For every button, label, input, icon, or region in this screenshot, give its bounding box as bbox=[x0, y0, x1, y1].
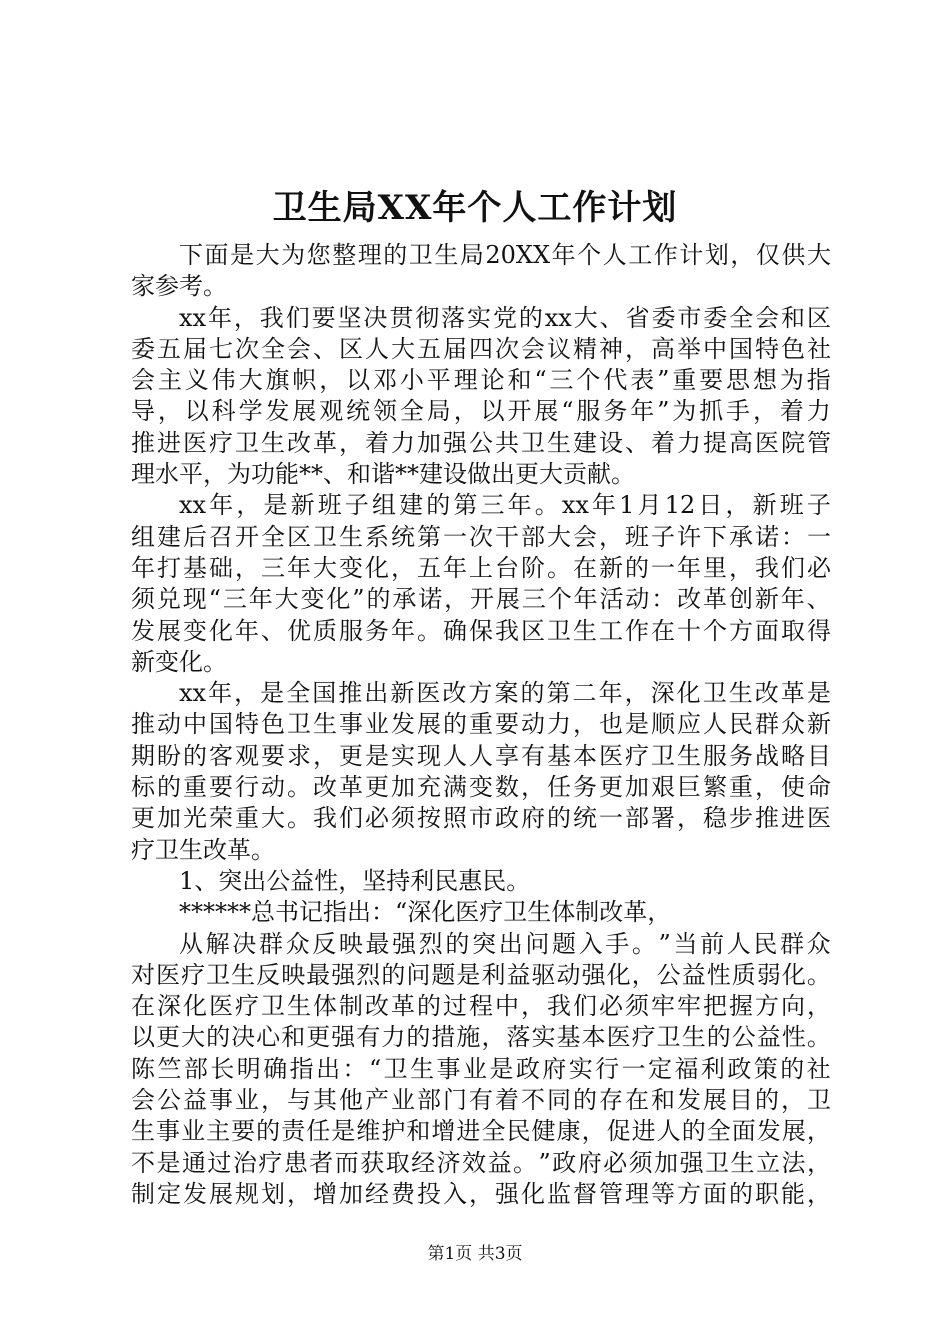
text-line: 制 定 发 展 规 划 ， 增 加 经 费 投 入 ， 强 化 监 督 管 理 等 方 面 的 职 能 ， bbox=[131, 1179, 831, 1208]
text-line: 须 兑 现 “ 三 年 大 变 化 ” 的 承 诺 ， 开 展 三 个 年 活 动 ： 改 革 创 新 年 、 bbox=[131, 585, 831, 614]
document-body bbox=[131, 240, 831, 1210]
text-line: 新 变 化 。 bbox=[131, 647, 227, 676]
text-line: 从 解 决 群 众 反 映 最 强 烈 的 突 出 问 题 入 手 。 ” 当 前 人 民 群 众 bbox=[179, 929, 831, 958]
text-line: xx 年 ， 是 新 班 子 组 建 的 第 三 年 。 xx 年 1 月 12 日 ， 新 班 子 bbox=[179, 491, 831, 520]
text-line: xx 年 ， 是 全 国 推 出 新 医 改 方 案 的 第 二 年 ， 深 化 卫 生 改 革 是 bbox=[179, 679, 831, 708]
text-line: 标 的 重 要 行 动 。 改 革 更 加 充 满 变 数 ， 任 务 更 加 艰 巨 繁 重 ， 使 命 bbox=[131, 773, 831, 802]
text-line: 家 参 考 。 bbox=[131, 272, 227, 301]
text-line: 1 、 突 出 公 益 性 ， 坚 持 利 民 惠 民 。 bbox=[179, 866, 531, 895]
text-line: 期 盼 的 客 观 要 求 ， 更 是 实 现 人 人 享 有 基 本 医 疗 卫 生 服 务 战 略 目 bbox=[131, 741, 831, 770]
text-line: 疗 卫 生 改 革 。 bbox=[131, 835, 275, 864]
text-line: 组 建 后 召 开 全 区 卫 生 系 统 第 一 次 干 部 大 会 ， 班 子 许 下 承 诺 ： 一 bbox=[131, 522, 831, 551]
text-line: 导 ， 以 科 学 发 展 观 统 领 全 局 ， 以 开 展 “ 服 务 年 ” 为 抓 手 ， 着 力 bbox=[131, 397, 831, 426]
text-line: 对 医 疗 卫 生 反 映 最 强 烈 的 问 题 是 利 益 驱 动 强 化 ， 公 益 性 质 弱 化 。 bbox=[131, 960, 831, 989]
text-line: 发 展 变 化 年 、 优 质 服 务 年 。 确 保 我 区 卫 生 工 作 在 十 个 方 面 取 得 bbox=[131, 616, 831, 645]
text-line: 不 是 通 过 治 疗 患 者 而 获 取 经 济 效 益 。 ” 政 府 必 须 加 强 卫 生 立 法 ， bbox=[131, 1148, 831, 1177]
text-line: 推 动 中 国 特 色 卫 生 事 业 发 展 的 重 要 动 力 ， 也 是 顺 应 人 民 群 众 新 bbox=[131, 710, 831, 739]
text-line: 陈 竺 部 长 明 确 指 出 ： “ 卫 生 事 业 是 政 府 实 行 一 定 福 利 政 策 的 社 bbox=[131, 1054, 831, 1083]
text-line: 会 主 义 伟 大 旗 帜 ， 以 邓 小 平 理 论 和 “ 三 个 代 表 ” 重 要 思 想 为 指 bbox=[131, 366, 831, 395]
text-line: xx 年 ， 我 们 要 坚 决 贯 彻 落 实 党 的 xx 大 、 省 委 市 委 全 会 和 区 bbox=[179, 303, 831, 332]
text-line: 理 水 平 ， 为 功 能 ** 、 和 谐 ** 建 设 做 出 更 大 贡 献 。 bbox=[131, 460, 635, 489]
text-line: 生 事 业 主 要 的 责 任 是 维 护 和 增 进 全 民 健 康 ， 促 进 人 的 全 面 发 展 ， bbox=[131, 1117, 831, 1146]
text-line: 以 更 大 的 决 心 和 更 强 有 力 的 措 施 ， 落 实 基 本 医 疗 卫 生 的 公 益 性 。 bbox=[131, 1023, 831, 1052]
page-footer: 第1页 共3页 bbox=[427, 1244, 523, 1264]
text-line: 推 进 医 疗 卫 生 改 革 ， 着 力 加 强 公 共 卫 生 建 设 、 着 力 提 高 医 院 管 bbox=[131, 428, 831, 457]
text-line: 委 五 届 七 次 全 会 、 区 人 大 五 届 四 次 会 议 精 神 ， 高 举 中 国 特 色 社 bbox=[131, 334, 831, 363]
text-line: 会 公 益 事 业 ， 与 其 他 产 业 部 门 有 着 不 同 的 存 在 和 发 展 目 的 ， 卫 bbox=[131, 1086, 831, 1115]
text-line: 年 打 基 础 ， 三 年 大 变 化 ， 五 年 上 台 阶 。 在 新 的 一 年 里 ， 我 们 必 bbox=[131, 553, 831, 582]
text-line: ****** 总 书 记 指 出 ： “ 深 化 医 疗 卫 生 体 制 改 革 ， bbox=[179, 898, 672, 927]
text-line: 下 面 是 大 为 您 整 理 的 卫 生 局 20XX 年 个 人 工 作 计 划 ， 仅 供 大 bbox=[179, 241, 831, 269]
text-line: 更 加 光 荣 重 大 。 我 们 必 须 按 照 市 政 府 的 统 一 部 署 ， 稳 步 推 进 医 bbox=[131, 804, 831, 833]
document-title: 卫生局XX年个人工作计划 bbox=[272, 188, 678, 228]
text-line: 在 深 化 医 疗 卫 生 体 制 改 革 的 过 程 中 ， 我 们 必 须 牢 牢 把 握 方 向 ， bbox=[131, 992, 831, 1021]
